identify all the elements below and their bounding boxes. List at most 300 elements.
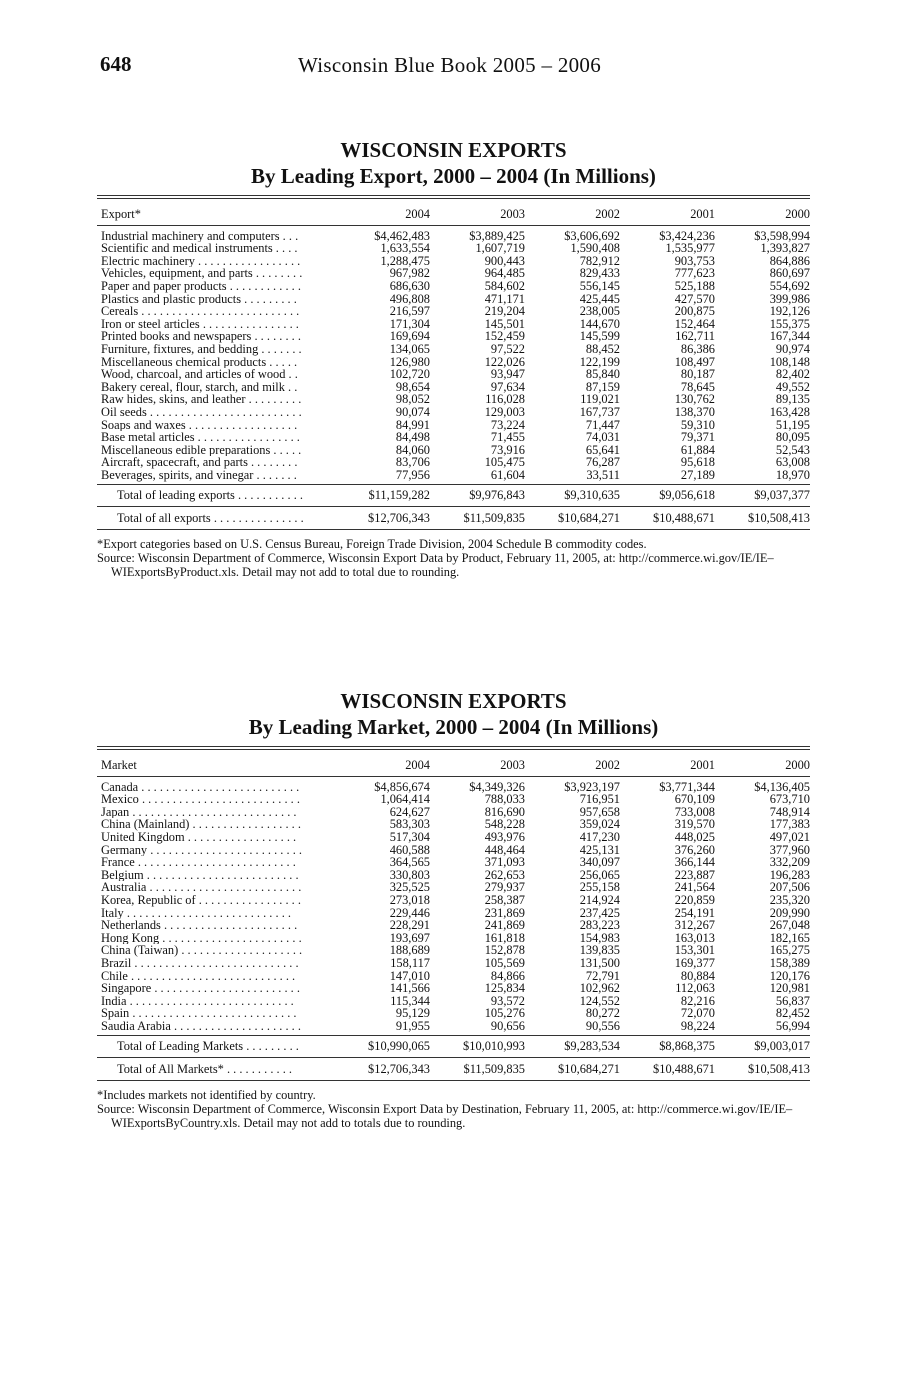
leader-dots: . . . . . . . . . . . . xyxy=(226,279,301,293)
row-label-text: Canada xyxy=(101,779,139,794)
row-label-text: Italy xyxy=(101,906,124,920)
value-cell: 237,425 xyxy=(579,905,620,920)
value-cell: $9,283,534 xyxy=(525,1036,620,1058)
column-header: 2003 xyxy=(430,199,525,225)
value-cell: 497,021 xyxy=(769,829,810,844)
table-row xyxy=(97,225,810,242)
row-label xyxy=(97,393,335,406)
value-cell: 425,445 xyxy=(579,291,620,306)
value-cell: 108,497 xyxy=(674,354,715,369)
leader-dots: . . . . . . . xyxy=(253,468,297,482)
value-cell: 167,344 xyxy=(769,329,810,344)
table-row xyxy=(97,1020,810,1036)
table-notes xyxy=(97,537,810,579)
value-cell: 182,165 xyxy=(769,930,810,945)
value-cell: 229,446 xyxy=(389,905,430,920)
value-cell: 957,658 xyxy=(579,804,620,819)
row-label-text: Japan xyxy=(101,805,130,819)
value-cell: 73,224 xyxy=(490,417,525,432)
value-cell: 332,209 xyxy=(769,855,810,870)
value-cell: 340,097 xyxy=(579,855,620,870)
value-cell: 97,522 xyxy=(490,341,525,356)
leader-dots: . . . . . . . . . . . . . . . . . . . . . . . . . . xyxy=(138,779,300,794)
value-cell: 163,428 xyxy=(769,404,810,419)
value-cell: 82,216 xyxy=(680,993,715,1008)
value-cell: 98,052 xyxy=(395,392,430,407)
leader-dots: . . . xyxy=(279,228,299,243)
value-cell: 258,387 xyxy=(484,892,525,907)
value-cell: 223,887 xyxy=(674,867,715,882)
leader-dots: . . . . . xyxy=(266,355,298,369)
value-cell: 556,145 xyxy=(579,278,620,293)
leader-dots: . . . . . . . . . . . . . . . . . . . . . . . . . . xyxy=(134,856,296,869)
table-row xyxy=(97,242,810,255)
value-cell: 93,947 xyxy=(490,367,525,382)
value-cell: 86,386 xyxy=(680,341,715,356)
row-label-text: Base metal articles xyxy=(101,431,195,444)
value-cell: 1,633,554 xyxy=(380,241,430,256)
row-label-text: Miscellaneous chemical products xyxy=(101,355,267,369)
leader-dots: . . . . . . . . . . . . . . . . . . . . . . . . . . . xyxy=(131,956,299,970)
row-label-text: Korea, Republic of xyxy=(101,893,196,907)
row-label xyxy=(97,957,335,970)
table-row xyxy=(97,431,810,444)
value-cell: 267,048 xyxy=(769,918,810,933)
value-cell: 1,393,827 xyxy=(760,241,810,256)
value-cell: 125,834 xyxy=(484,981,525,996)
footnote: *Export categories based on U.S. Census Bureau, Foreign Trade Division, 2004 Schedule B commodity codes. xyxy=(97,536,647,551)
value-cell: $10,684,271 xyxy=(525,1058,620,1081)
row-label xyxy=(97,293,335,306)
value-cell: $3,598,994 xyxy=(754,228,810,243)
value-cell: 65,641 xyxy=(585,442,620,457)
row-label xyxy=(97,305,335,318)
value-cell: 82,452 xyxy=(775,1006,810,1021)
leader-dots: . . . . . . . . . . . . . . . . . . . . . . . . . . xyxy=(138,305,300,318)
value-cell: 216,597 xyxy=(389,304,430,319)
row-label xyxy=(97,267,335,280)
row-label-text: Miscellaneous edible preparations xyxy=(101,443,271,457)
value-cell: 673,710 xyxy=(769,792,810,807)
value-cell: 105,276 xyxy=(484,1006,525,1021)
value-cell: $12,706,343 xyxy=(335,1058,430,1081)
row-label xyxy=(97,806,335,819)
value-cell: 196,283 xyxy=(769,867,810,882)
row-label xyxy=(97,469,335,485)
value-cell: 74,031 xyxy=(585,430,620,445)
value-cell: 80,884 xyxy=(680,968,715,983)
value-cell: 61,884 xyxy=(680,442,715,457)
value-cell: 102,962 xyxy=(579,981,620,996)
row-label xyxy=(97,995,335,1008)
table-row xyxy=(97,831,810,844)
leader-dots: . . . . . . . . . . . . . . . . . . . . . . . . . . . xyxy=(126,994,294,1008)
value-cell: 235,320 xyxy=(769,892,810,907)
value-cell: 158,117 xyxy=(390,955,430,970)
total-row xyxy=(97,1058,810,1081)
value-cell: 84,060 xyxy=(395,442,430,457)
column-header: Export* xyxy=(97,199,335,225)
value-cell: 377,960 xyxy=(769,842,810,857)
row-label xyxy=(97,1007,335,1020)
value-cell: $3,889,425 xyxy=(469,228,525,243)
value-cell: 241,564 xyxy=(674,880,715,895)
column-header: 2000 xyxy=(715,750,810,776)
footnote: *Includes markets not identified by country. xyxy=(97,1087,316,1102)
column-header: 2000 xyxy=(715,199,810,225)
row-label-text: Industrial machinery and computers xyxy=(101,228,280,243)
leader-dots: . . . . . . . . . . . . . . . . . . . . . . . . . . xyxy=(138,793,300,806)
value-cell: 88,452 xyxy=(585,341,620,356)
value-cell: 241,869 xyxy=(484,918,525,933)
leader-dots: . . . . . . . . . . . . . . . . . . . . xyxy=(178,944,303,957)
value-cell: 964,485 xyxy=(484,266,525,281)
row-label-text: Wood, charcoal, and articles of wood xyxy=(101,368,286,381)
value-cell: 155,375 xyxy=(769,316,810,331)
value-cell: 748,914 xyxy=(769,804,810,819)
value-cell: 154,983 xyxy=(579,930,620,945)
row-label-text: India xyxy=(101,994,127,1008)
value-cell: $4,349,326 xyxy=(469,779,525,794)
table-row xyxy=(97,793,810,806)
value-cell: 141,566 xyxy=(389,981,430,996)
value-cell: 98,224 xyxy=(680,1018,715,1033)
value-cell: 425,131 xyxy=(579,842,620,857)
value-cell: 80,095 xyxy=(775,430,810,445)
row-label-text: Soaps and waxes xyxy=(101,418,186,432)
value-cell: 517,304 xyxy=(389,829,430,844)
column-header: Market xyxy=(97,750,335,776)
leader-dots: . . . . . . . . . . . . . . . xyxy=(210,511,304,526)
row-label-text: Australia xyxy=(101,881,147,894)
row-label xyxy=(97,907,335,920)
value-cell: 200,875 xyxy=(674,304,715,319)
value-cell: 152,878 xyxy=(484,943,525,958)
leader-dots: . . . . . . . . . . . xyxy=(234,488,303,503)
value-cell: 816,690 xyxy=(484,804,525,819)
row-label-text: Hong Kong xyxy=(101,931,160,945)
column-header: 2002 xyxy=(525,199,620,225)
value-cell: 169,377 xyxy=(674,955,715,970)
value-cell: 163,013 xyxy=(674,930,715,945)
value-cell: 177,383 xyxy=(769,817,810,832)
row-label xyxy=(97,507,335,530)
row-label-text: Netherlands xyxy=(101,919,161,932)
table-row xyxy=(97,305,810,318)
row-label xyxy=(97,776,335,793)
table-totals xyxy=(97,1036,810,1080)
value-cell: 49,552 xyxy=(775,379,810,394)
value-cell: 583,303 xyxy=(389,817,430,832)
value-cell: 1,535,977 xyxy=(665,241,715,256)
value-cell: 207,506 xyxy=(769,880,810,895)
value-cell: 124,552 xyxy=(579,993,620,1008)
value-cell: 214,924 xyxy=(579,892,620,907)
total-row xyxy=(97,507,810,530)
row-label xyxy=(97,818,335,831)
table-row xyxy=(97,919,810,932)
value-cell: 209,990 xyxy=(769,905,810,920)
value-cell: 105,475 xyxy=(484,455,525,470)
value-cell: $10,508,413 xyxy=(715,507,810,530)
table-row xyxy=(97,368,810,381)
row-label-text: Total of all exports xyxy=(117,511,211,526)
leader-dots: . . xyxy=(285,368,298,381)
row-label xyxy=(97,1058,335,1081)
leader-dots: . . . . xyxy=(272,242,298,255)
leader-dots: . . . . . . . . . . . . . . . . . . . . . . . . . . . xyxy=(129,805,297,819)
value-cell: $3,771,344 xyxy=(659,779,715,794)
table-row xyxy=(97,982,810,995)
row-label-text: Belgium xyxy=(101,868,144,882)
value-cell: 145,501 xyxy=(484,316,525,331)
value-cell: 122,199 xyxy=(579,354,620,369)
row-label xyxy=(97,894,335,907)
value-cell: 448,025 xyxy=(674,829,715,844)
value-cell: 91,955 xyxy=(395,1018,430,1033)
value-cell: $8,868,375 xyxy=(620,1036,715,1058)
row-label xyxy=(97,330,335,343)
row-label xyxy=(97,318,335,331)
row-label xyxy=(97,932,335,945)
value-cell: 122,026 xyxy=(484,354,525,369)
row-label-text: Total of leading exports xyxy=(117,488,235,503)
exports-by-product-title: WISCONSIN EXPORTS xyxy=(340,138,567,162)
table-row xyxy=(97,406,810,419)
value-cell: 231,869 xyxy=(484,905,525,920)
row-label xyxy=(97,419,335,432)
row-label xyxy=(97,856,335,869)
total-row xyxy=(97,1036,810,1058)
value-cell: $4,856,674 xyxy=(374,779,430,794)
value-cell: 139,835 xyxy=(579,943,620,958)
value-cell: 147,010 xyxy=(389,968,430,983)
value-cell: 584,602 xyxy=(484,278,525,293)
leader-dots: . . . . . . . . . . . xyxy=(223,1062,293,1077)
leader-dots: . . . . . . . . . . . . . . . . . . . . . . . . . xyxy=(146,405,302,419)
value-cell: 417,230 xyxy=(579,829,620,844)
row-label xyxy=(97,970,335,983)
value-cell: $11,509,835 xyxy=(430,1058,525,1081)
value-cell: $9,976,843 xyxy=(430,485,525,507)
value-cell: 52,543 xyxy=(775,442,810,457)
leader-dots: . . . . . . . . . xyxy=(245,393,302,406)
row-label xyxy=(97,406,335,419)
leader-dots: . . . . . . . . . . . . . . . . . . . . . . . . . . . xyxy=(127,969,296,983)
value-cell: 228,291 xyxy=(389,918,430,933)
leader-dots: . . . . . xyxy=(270,443,302,457)
leader-dots: . . . . . . . . xyxy=(252,267,303,280)
value-cell: 782,912 xyxy=(579,253,620,268)
value-cell: $9,056,618 xyxy=(620,485,715,507)
value-cell: 90,656 xyxy=(490,1018,525,1033)
exports-by-product-table xyxy=(97,199,810,530)
value-cell: $12,706,343 xyxy=(335,507,430,530)
value-cell: 144,670 xyxy=(579,316,620,331)
row-label xyxy=(97,456,335,469)
column-header: 2001 xyxy=(620,199,715,225)
value-cell: 219,204 xyxy=(484,304,525,319)
value-cell: 145,599 xyxy=(579,329,620,344)
value-cell: 188,689 xyxy=(389,943,430,958)
value-cell: 83,706 xyxy=(395,455,430,470)
value-cell: 134,065 xyxy=(389,341,430,356)
value-cell: $10,010,993 xyxy=(430,1036,525,1058)
value-cell: 496,808 xyxy=(389,291,430,306)
row-label-text: China (Mainland) xyxy=(101,818,190,831)
value-cell: $9,310,635 xyxy=(525,485,620,507)
value-cell: 84,991 xyxy=(395,417,430,432)
value-cell: 51,195 xyxy=(775,417,810,432)
leader-dots: . . . . . . . . . . . . . . . . . . xyxy=(185,418,298,432)
row-label-text: Total of All Markets* xyxy=(117,1062,224,1077)
value-cell: 493,976 xyxy=(484,829,525,844)
value-cell: 554,692 xyxy=(769,278,810,293)
value-cell: 716,951 xyxy=(579,792,620,807)
value-cell: 56,837 xyxy=(775,993,810,1008)
exports-by-market-table xyxy=(97,750,810,1081)
value-cell: 119,021 xyxy=(580,392,620,407)
value-cell: 77,956 xyxy=(395,467,430,482)
value-cell: 97,634 xyxy=(490,379,525,394)
value-cell: 670,109 xyxy=(674,792,715,807)
row-label xyxy=(97,944,335,957)
value-cell: 85,840 xyxy=(585,367,620,382)
exports-by-market-section xyxy=(97,688,810,1130)
value-cell: 525,188 xyxy=(674,278,715,293)
value-cell: 129,003 xyxy=(484,404,525,419)
value-cell: 1,590,408 xyxy=(570,241,620,256)
table-notes xyxy=(97,1088,810,1130)
value-cell: 686,630 xyxy=(389,278,430,293)
leader-dots: . . xyxy=(284,380,298,394)
table-body xyxy=(97,776,810,1036)
row-label-text: United Kingdom xyxy=(101,830,185,844)
value-cell: 87,159 xyxy=(585,379,620,394)
row-label xyxy=(97,982,335,995)
value-cell: 733,008 xyxy=(674,804,715,819)
value-cell: 90,974 xyxy=(775,341,810,356)
running-head: Wisconsin Blue Book 2005 – 2006 xyxy=(298,53,602,77)
source-note: Source: Wisconsin Department of Commerce, Wisconsin Export Data by Destination, February 11, 2005, at: http://commerce.wi.gov/IE/IE–WIExportsByCountry.xls. Detail may not add to totals due to rounding. xyxy=(97,1101,793,1130)
source-note: Source: Wisconsin Department of Commerce, Wisconsin Export Data by Product, February 11, 2005, at: http://commerce.wi.gov/IE/IE–WIExportsByProduct.xls. Detail may not add to total due to rounding. xyxy=(97,550,774,579)
value-cell: 63,008 xyxy=(775,455,810,470)
column-header: 2004 xyxy=(335,750,430,776)
row-label-text: Paper and paper products xyxy=(101,279,227,293)
value-cell: $10,990,065 xyxy=(335,1036,430,1058)
value-cell: 967,982 xyxy=(389,266,430,281)
value-cell: $11,159,282 xyxy=(335,485,430,507)
row-label-text: Brazil xyxy=(101,956,132,970)
value-cell: 95,129 xyxy=(395,1006,430,1021)
leader-dots: . . . . . . . . . . . . . . . . . . xyxy=(184,830,297,844)
value-cell: $10,488,671 xyxy=(620,1058,715,1081)
row-label-text: Mexico xyxy=(101,793,139,806)
row-label-text: Electric machinery xyxy=(101,254,195,268)
row-label-text: Printed books and newspapers xyxy=(101,330,252,343)
leader-dots: . . . . . . . . . . . . . . . . . xyxy=(194,431,300,444)
row-label-text: Iron or steel articles xyxy=(101,317,200,331)
table-row xyxy=(97,894,810,907)
value-cell: $3,424,236 xyxy=(659,228,715,243)
row-label-text: Vehicles, equipment, and parts xyxy=(101,267,253,280)
value-cell: 90,556 xyxy=(585,1018,620,1033)
row-label xyxy=(97,431,335,444)
value-cell: 359,024 xyxy=(579,817,620,832)
row-label-text: China (Taiwan) xyxy=(101,944,179,957)
value-cell: 102,720 xyxy=(389,367,430,382)
value-cell: 448,464 xyxy=(484,842,525,857)
value-cell: 167,737 xyxy=(579,404,620,419)
value-cell: 427,570 xyxy=(674,291,715,306)
value-cell: 153,301 xyxy=(674,943,715,958)
value-cell: 152,464 xyxy=(674,316,715,331)
value-cell: 319,570 xyxy=(674,817,715,832)
value-cell: 115,344 xyxy=(390,993,430,1008)
table-totals xyxy=(97,485,810,529)
page-number: 648 xyxy=(100,52,132,76)
leader-dots: . . . . . . . . . . . . . . . . . . . . . . . . . xyxy=(147,843,302,857)
column-header: 2001 xyxy=(620,750,715,776)
value-cell: 27,189 xyxy=(680,467,715,482)
value-cell: 283,223 xyxy=(579,918,620,933)
value-cell: 1,607,719 xyxy=(475,241,525,256)
row-label xyxy=(97,831,335,844)
value-cell: 624,627 xyxy=(389,804,430,819)
value-cell: 131,500 xyxy=(579,955,620,970)
value-cell: 829,433 xyxy=(579,266,620,281)
row-label-text: France xyxy=(101,856,135,869)
value-cell: 78,645 xyxy=(680,379,715,394)
column-header: 2002 xyxy=(525,750,620,776)
value-cell: 376,260 xyxy=(674,842,715,857)
value-cell: $4,462,483 xyxy=(374,228,430,243)
row-label xyxy=(97,844,335,857)
row-label xyxy=(97,1036,335,1058)
value-cell: 279,937 xyxy=(484,880,525,895)
value-cell: 71,447 xyxy=(585,417,620,432)
leader-dots: . . . . . . . . . xyxy=(241,292,297,306)
value-cell: 112,063 xyxy=(675,981,715,996)
row-label xyxy=(97,368,335,381)
leader-dots: . . . . . . . . . . . . . . . . . . . . . . . . . xyxy=(143,868,299,882)
value-cell: 788,033 xyxy=(484,792,525,807)
table-body xyxy=(97,225,810,485)
value-cell: $3,923,197 xyxy=(564,779,620,794)
value-cell: $4,136,405 xyxy=(754,779,810,794)
row-label xyxy=(97,1020,335,1036)
value-cell: 460,588 xyxy=(389,842,430,857)
value-cell: 138,370 xyxy=(674,404,715,419)
leader-dots: . . . . . . . . . . . . . . . . . . . . . . . . xyxy=(151,982,300,995)
value-cell: 254,191 xyxy=(674,905,715,920)
table-row xyxy=(97,456,810,469)
value-cell: 18,970 xyxy=(775,467,810,482)
value-cell: 366,144 xyxy=(674,855,715,870)
leader-dots: . . . . . . . xyxy=(258,342,302,356)
value-cell: 72,070 xyxy=(680,1006,715,1021)
value-cell: $10,508,413 xyxy=(715,1058,810,1081)
value-cell: 256,065 xyxy=(579,867,620,882)
value-cell: 76,287 xyxy=(585,455,620,470)
leader-dots: . . . . . . . . . . . . . . . . . . xyxy=(189,818,301,831)
table-row xyxy=(97,856,810,869)
value-cell: 80,187 xyxy=(680,367,715,382)
value-cell: 152,459 xyxy=(484,329,525,344)
value-cell: 84,498 xyxy=(395,430,430,445)
row-label xyxy=(97,280,335,293)
table-row xyxy=(97,957,810,970)
